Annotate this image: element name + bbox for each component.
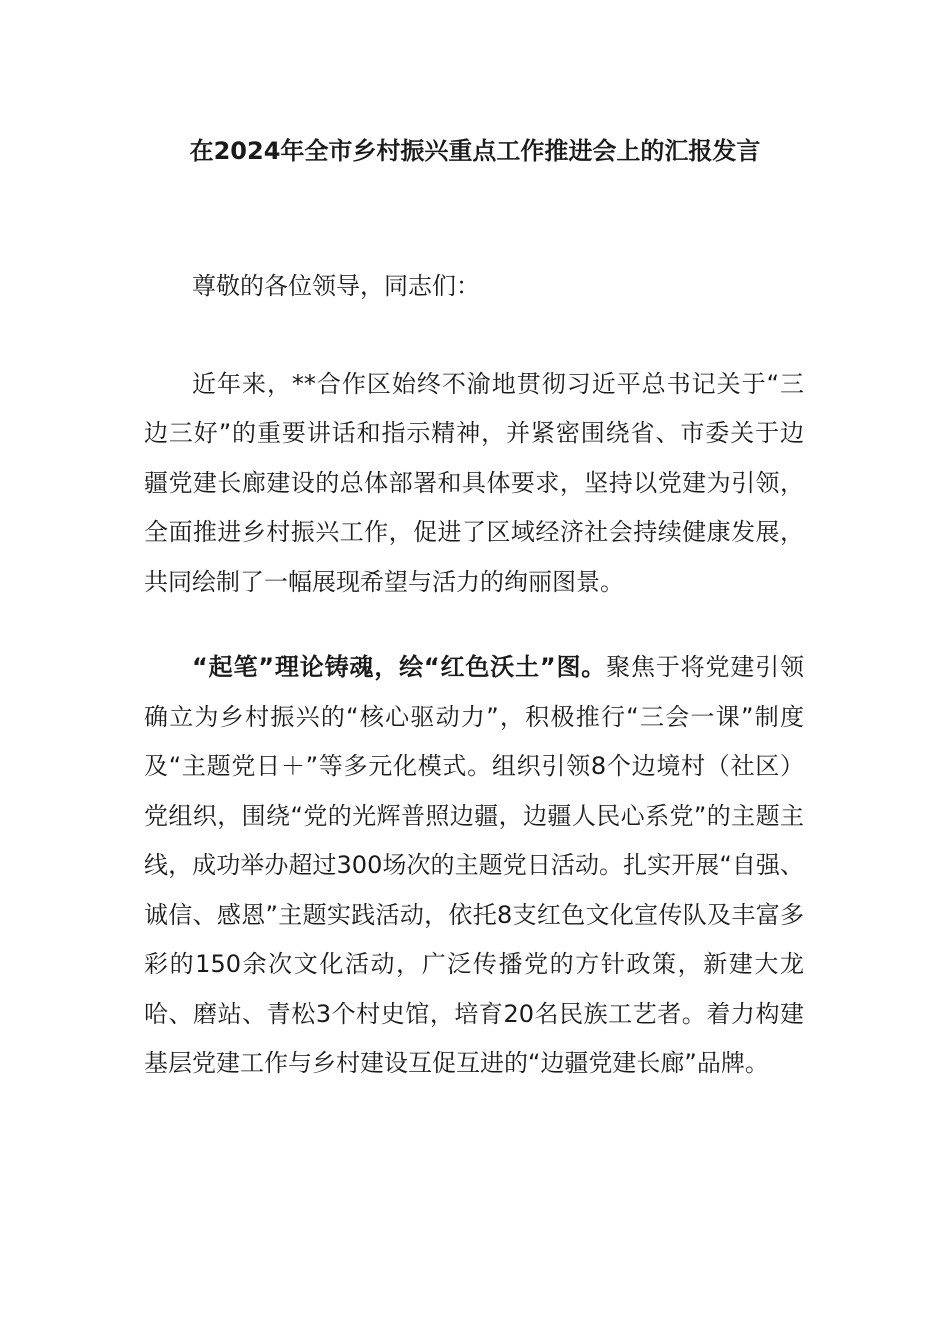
section-1-heading: “起笔”理论铸魂，绘“红色沃土”图。 [192,653,607,681]
document-body [144,262,804,1089]
section-1-text: 聚焦于将党建引领确立为乡村振兴的“核心驱动力”，积极推行“三会一课”制度及“主题党日＋”等多元化模式。组织引领8个边境村（社区）党组织，围绕“党的光辉普照边疆，边疆人民心系党”的主题主线，成功举办超过300场次的主题党日活动。扎实开展“自强、诚信、感恩”主题实践活动，依托8支红色文化宣传队及丰富多彩的150余次文化活动，广泛传播党的方针政策，新建大龙哈、磨站、青松3个村史馆，培育20名民族工艺者。着力构建基层党建工作与乡村建设互促互进的“边疆党建长廊”品牌。 [144,653,805,1077]
document-title: 在2024年全市乡村振兴重点工作推进会上的汇报发言 [189,137,761,165]
paragraph-intro [144,360,804,608]
paragraph-intro-text: 近年来，**合作区始终不渝地贯彻习近平总书记关于“三边三好”的重要讲话和指示精神，并紧密围绕省、市委关于边疆党建长廊建设的总体部署和具体要求，坚持以党建为引领，全面推进乡村振兴工作，促进了区域经济社会持续健康发展，共同绘制了一幅展现希望与活力的绚丽图景。 [144,369,804,596]
paragraph-section-1 [144,643,804,1089]
greeting: 尊敬的各位领导，同志们： [192,272,480,300]
